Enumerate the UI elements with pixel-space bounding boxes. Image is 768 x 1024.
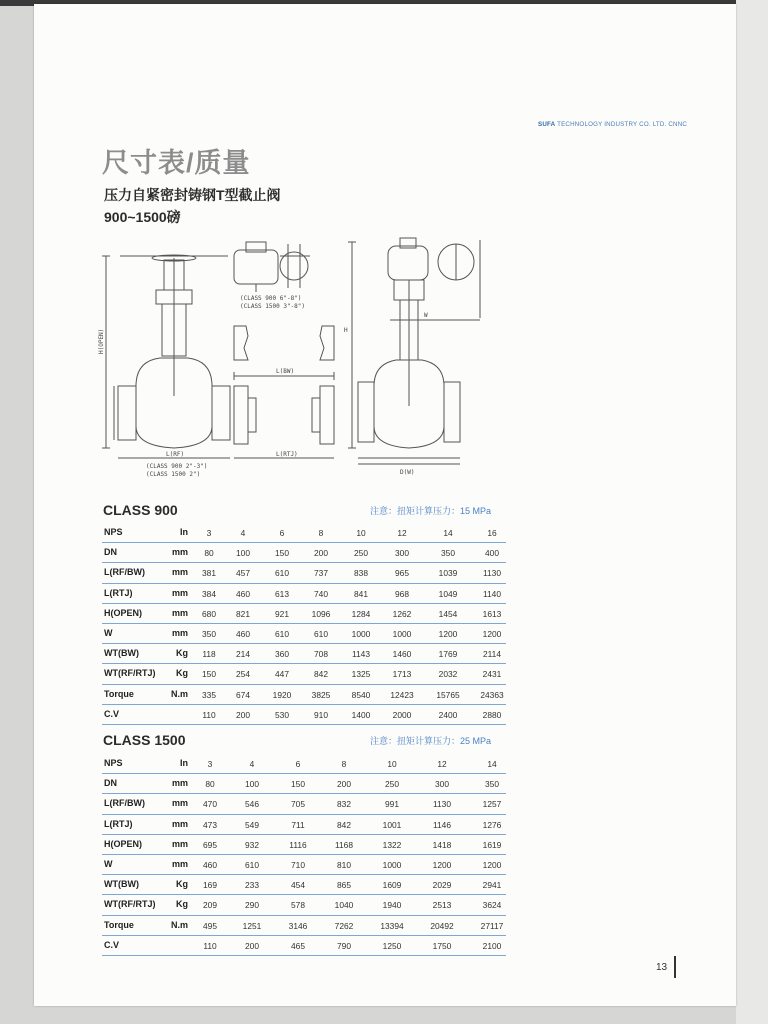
gearbox-drawing — [234, 242, 310, 292]
table-cell: 150 — [275, 548, 289, 559]
table-cell: 610 — [275, 568, 289, 579]
table-cell: 841 — [354, 588, 368, 599]
table-cell: 254 — [236, 669, 250, 680]
row-unit: mm — [171, 818, 188, 829]
row-label: L(RTJ) — [104, 587, 133, 598]
row-label: L(RF/BW) — [104, 798, 145, 809]
dn-label: D(W) — [400, 469, 415, 476]
table-cell: 1200 — [432, 859, 452, 870]
table-cell: 6 — [279, 528, 285, 538]
row-unit: Kg — [176, 648, 188, 659]
table-cell: 200 — [337, 779, 351, 790]
row-unit: N.m — [170, 919, 188, 930]
table-cell: 705 — [291, 799, 305, 810]
table-row — [102, 584, 506, 604]
table-cell: 384 — [202, 588, 216, 599]
h-open-label: H(OPEN) — [98, 328, 105, 354]
table-cell: 350 — [485, 779, 499, 790]
table-cell: 4 — [249, 759, 255, 769]
table-cell: 910 — [314, 709, 328, 720]
table-cell: 12 — [437, 759, 447, 769]
class900-table — [102, 523, 506, 725]
class1500-table — [102, 754, 506, 956]
table-cell: 613 — [275, 588, 289, 599]
w-label: W — [424, 312, 428, 319]
table-cell: 16 — [487, 528, 497, 538]
row-unit: mm — [171, 547, 188, 558]
table-cell: 1251 — [242, 920, 262, 931]
product-subtitle: 压力自紧密封铸钢T型截止阀 — [104, 187, 281, 203]
table-row — [102, 624, 506, 644]
table-cell: 710 — [291, 859, 305, 870]
row-label: DN — [104, 778, 117, 789]
page-title: 尺寸表/质量 — [102, 148, 251, 178]
table-cell: 8540 — [351, 689, 371, 700]
table-cell: 1049 — [438, 588, 458, 599]
table-cell: 737 — [314, 568, 328, 579]
table-cell: 821 — [236, 608, 250, 619]
table-row — [102, 563, 506, 583]
row-unit: Kg — [176, 668, 188, 679]
table-cell: 2114 — [482, 649, 501, 660]
table-cell: 110 — [202, 709, 216, 720]
row-unit: mm — [171, 858, 188, 869]
table-cell: 169 — [203, 880, 217, 891]
table-cell: 1143 — [351, 649, 370, 660]
valve-section-drawing — [102, 255, 234, 458]
table-cell: 209 — [203, 900, 217, 911]
table-cell: 20492 — [430, 920, 454, 931]
table-cell: 1325 — [351, 669, 371, 680]
table-cell: 400 — [485, 548, 499, 559]
table-cell: 1613 — [482, 608, 502, 619]
table-row — [102, 936, 506, 956]
class900-torque-note: 注意：扭矩计算压力：15 MPa — [370, 506, 492, 516]
l-bw-label: L(BW) — [276, 368, 295, 375]
table-cell: 530 — [275, 709, 289, 720]
row-label: L(RF/BW) — [104, 567, 145, 578]
class-note-1: (CLASS 900 6"-8") — [240, 295, 302, 302]
scan-right-margin — [736, 0, 768, 1024]
table-cell: 1920 — [272, 689, 292, 700]
table-cell: 250 — [354, 548, 368, 559]
table-cell: 711 — [291, 819, 305, 830]
table-cell: 335 — [202, 689, 216, 700]
table-row — [102, 875, 506, 895]
table-cell: 12423 — [390, 689, 414, 700]
table-cell: 549 — [245, 819, 259, 830]
row-label: NPS — [104, 527, 123, 537]
table-cell: 1146 — [432, 819, 451, 830]
table-cell: 610 — [245, 859, 259, 870]
table-cell: 1140 — [482, 588, 501, 599]
table-cell: 12 — [397, 528, 407, 538]
table-cell: 100 — [245, 779, 259, 790]
table-cell: 578 — [291, 900, 305, 911]
row-label: C.V — [104, 708, 120, 719]
table-cell: 1040 — [334, 900, 354, 911]
h-label: H — [344, 327, 348, 334]
row-label: L(RTJ) — [104, 818, 133, 829]
page-number-mark — [674, 956, 682, 978]
table-cell: 3624 — [482, 900, 502, 911]
table-cell: 1750 — [432, 940, 452, 951]
valve-exterior-drawing — [348, 238, 480, 464]
table-row — [102, 523, 506, 543]
table-cell: 1130 — [432, 799, 451, 810]
valve-drawings — [100, 236, 510, 488]
table-cell: 2000 — [392, 709, 412, 720]
table-cell: 8 — [318, 528, 324, 538]
row-unit: Kg — [176, 899, 188, 910]
class-note-4: (CLASS 1500 2") — [146, 471, 201, 478]
row-label: DN — [104, 547, 117, 558]
table-cell: 810 — [337, 859, 351, 870]
table-cell: 2941 — [482, 880, 502, 891]
row-label: WT(BW) — [104, 648, 139, 659]
rtj-flange-drawing — [234, 386, 334, 458]
table-cell: 2400 — [438, 709, 458, 720]
table-cell: 14 — [487, 759, 497, 769]
class1500-torque-note: 注意：扭矩计算压力：25 MPa — [370, 736, 492, 746]
table-cell: 1001 — [382, 819, 402, 830]
table-cell: 233 — [245, 880, 259, 891]
row-unit: mm — [171, 587, 188, 598]
row-label: WT(RF/RTJ) — [104, 899, 156, 910]
table-cell: 3 — [207, 759, 213, 769]
table-cell: 1096 — [311, 608, 331, 619]
table-cell: 454 — [291, 880, 305, 891]
table-cell: 610 — [314, 628, 328, 639]
table-cell: 1454 — [438, 608, 458, 619]
table-cell: 2029 — [432, 880, 452, 891]
table-cell: 674 — [236, 689, 250, 700]
table-cell: 842 — [337, 819, 351, 830]
row-unit: mm — [171, 607, 188, 618]
table-cell: 1713 — [392, 669, 412, 680]
row-unit: mm — [171, 838, 188, 849]
table-row — [102, 774, 506, 794]
table-cell: 7262 — [334, 920, 354, 931]
table-cell: 110 — [203, 940, 217, 951]
table-cell: 1000 — [382, 859, 402, 870]
table-cell: 457 — [236, 568, 250, 579]
table-cell: 6 — [295, 759, 301, 769]
table-cell: 350 — [202, 628, 216, 639]
row-unit: mm — [171, 798, 188, 809]
table-row — [102, 855, 506, 875]
table-cell: 381 — [202, 568, 216, 579]
row-label: Torque — [104, 688, 134, 699]
table-cell: 3 — [206, 528, 212, 538]
table-cell: 80 — [205, 779, 215, 790]
table-cell: 2032 — [438, 669, 458, 680]
l-rtj-label: L(RTJ) — [276, 451, 298, 458]
table-cell: 1130 — [482, 568, 501, 579]
class1500-title: CLASS 1500 — [103, 732, 186, 748]
table-cell: 965 — [395, 568, 409, 579]
table-cell: 1769 — [438, 649, 458, 660]
row-label: C.V — [104, 939, 120, 950]
table-cell: 1200 — [482, 859, 502, 870]
row-unit: N.m — [170, 688, 188, 699]
table-cell: 200 — [314, 548, 328, 559]
row-label: WT(RF/RTJ) — [104, 668, 156, 679]
table-cell: 118 — [202, 649, 216, 660]
company-name: SUFA TECHNOLOGY INDUSTRY CO. LTD. CNNC — [538, 121, 688, 128]
table-cell: 968 — [395, 588, 409, 599]
table-cell: 1460 — [392, 649, 412, 660]
table-cell: 1116 — [289, 839, 307, 850]
row-unit: mm — [171, 778, 188, 789]
table-cell: 610 — [275, 628, 289, 639]
table-cell: 473 — [203, 819, 217, 830]
table-cell: 1250 — [382, 940, 402, 951]
table-cell: 214 — [236, 649, 250, 660]
row-label: W — [104, 858, 113, 869]
table-cell: 470 — [203, 799, 217, 810]
table-cell: 832 — [337, 799, 351, 810]
table-cell: 1940 — [382, 900, 402, 911]
table-cell: 100 — [236, 548, 250, 559]
row-label: Torque — [104, 919, 134, 930]
table-cell: 250 — [385, 779, 399, 790]
row-unit: Kg — [176, 879, 188, 890]
table-cell: 1257 — [482, 799, 502, 810]
table-cell: 1276 — [482, 819, 502, 830]
table-cell: 1400 — [351, 709, 371, 720]
table-cell: 1619 — [482, 839, 502, 850]
table-cell: 460 — [203, 859, 217, 870]
table-cell: 1168 — [334, 839, 353, 850]
class900-title: CLASS 900 — [103, 502, 178, 518]
table-cell: 695 — [203, 839, 217, 850]
table-cell: 465 — [291, 940, 305, 951]
table-row — [102, 664, 506, 684]
table-cell: 10 — [387, 759, 397, 769]
table-cell: 1000 — [351, 628, 371, 639]
table-cell: 27117 — [480, 920, 504, 931]
table-cell: 8 — [341, 759, 347, 769]
table-cell: 3825 — [311, 689, 331, 700]
table-cell: 1262 — [392, 608, 412, 619]
table-cell: 680 — [202, 608, 216, 619]
table-cell: 1200 — [482, 628, 502, 639]
table-row — [102, 916, 506, 936]
row-label: H(OPEN) — [104, 607, 142, 618]
table-cell: 14 — [443, 528, 453, 538]
table-cell: 932 — [245, 839, 259, 850]
table-cell: 290 — [245, 900, 259, 911]
table-cell: 1039 — [438, 568, 458, 579]
table-cell: 360 — [275, 649, 289, 660]
row-unit: In — [180, 527, 188, 537]
table-cell: 460 — [236, 588, 250, 599]
table-row — [102, 794, 506, 814]
table-cell: 921 — [275, 608, 289, 619]
table-cell: 200 — [245, 940, 259, 951]
table-row — [102, 685, 506, 705]
table-cell: 24363 — [480, 689, 504, 700]
table-cell: 546 — [245, 799, 259, 810]
class-note-2: (CLASS 1500 3"-8") — [240, 303, 306, 310]
table-cell: 350 — [441, 548, 455, 559]
table-cell: 3146 — [288, 920, 308, 931]
table-cell: 13394 — [380, 920, 404, 931]
table-cell: 790 — [337, 940, 351, 951]
table-cell: 1322 — [382, 839, 402, 850]
table-cell: 1609 — [382, 880, 402, 891]
table-cell: 1000 — [392, 628, 412, 639]
table-row — [102, 604, 506, 624]
table-cell: 300 — [395, 548, 409, 559]
table-row — [102, 705, 506, 725]
table-cell: 740 — [314, 588, 328, 599]
table-cell: 1200 — [438, 628, 458, 639]
table-cell: 865 — [337, 880, 351, 891]
table-cell: 708 — [314, 649, 328, 660]
pressure-range: 900~1500磅 — [104, 209, 181, 225]
table-row — [102, 895, 506, 915]
table-cell: 2880 — [482, 709, 502, 720]
table-cell: 460 — [236, 628, 250, 639]
page-number: 13 — [656, 962, 668, 973]
table-cell: 991 — [385, 799, 399, 810]
table-row — [102, 644, 506, 664]
table-cell: 2513 — [432, 900, 452, 911]
table-cell: 15765 — [436, 689, 460, 700]
table-row — [102, 543, 506, 563]
row-unit: mm — [171, 567, 188, 578]
row-unit: In — [180, 758, 188, 768]
table-row — [102, 815, 506, 835]
table-cell: 300 — [435, 779, 449, 790]
table-cell: 1418 — [432, 839, 452, 850]
table-cell: 150 — [202, 669, 216, 680]
row-label: W — [104, 627, 113, 638]
table-cell: 838 — [354, 568, 368, 579]
table-cell: 1284 — [351, 608, 371, 619]
table-cell: 447 — [275, 669, 289, 680]
table-cell: 4 — [240, 528, 246, 538]
table-cell: 200 — [236, 709, 250, 720]
table-row — [102, 835, 506, 855]
l-rf-label: L(RF) — [166, 451, 185, 458]
table-cell: 495 — [203, 920, 217, 931]
table-cell: 2100 — [482, 940, 502, 951]
table-cell: 80 — [204, 548, 214, 559]
row-label: H(OPEN) — [104, 838, 142, 849]
row-unit: mm — [171, 627, 188, 638]
row-label: WT(BW) — [104, 879, 139, 890]
table-row — [102, 754, 506, 774]
table-cell: 2431 — [482, 669, 502, 680]
row-label: NPS — [104, 758, 123, 768]
table-cell: 842 — [314, 669, 328, 680]
table-cell: 150 — [291, 779, 305, 790]
table-cell: 10 — [356, 528, 366, 538]
class-note-3: (CLASS 900 2"-3") — [146, 463, 208, 470]
